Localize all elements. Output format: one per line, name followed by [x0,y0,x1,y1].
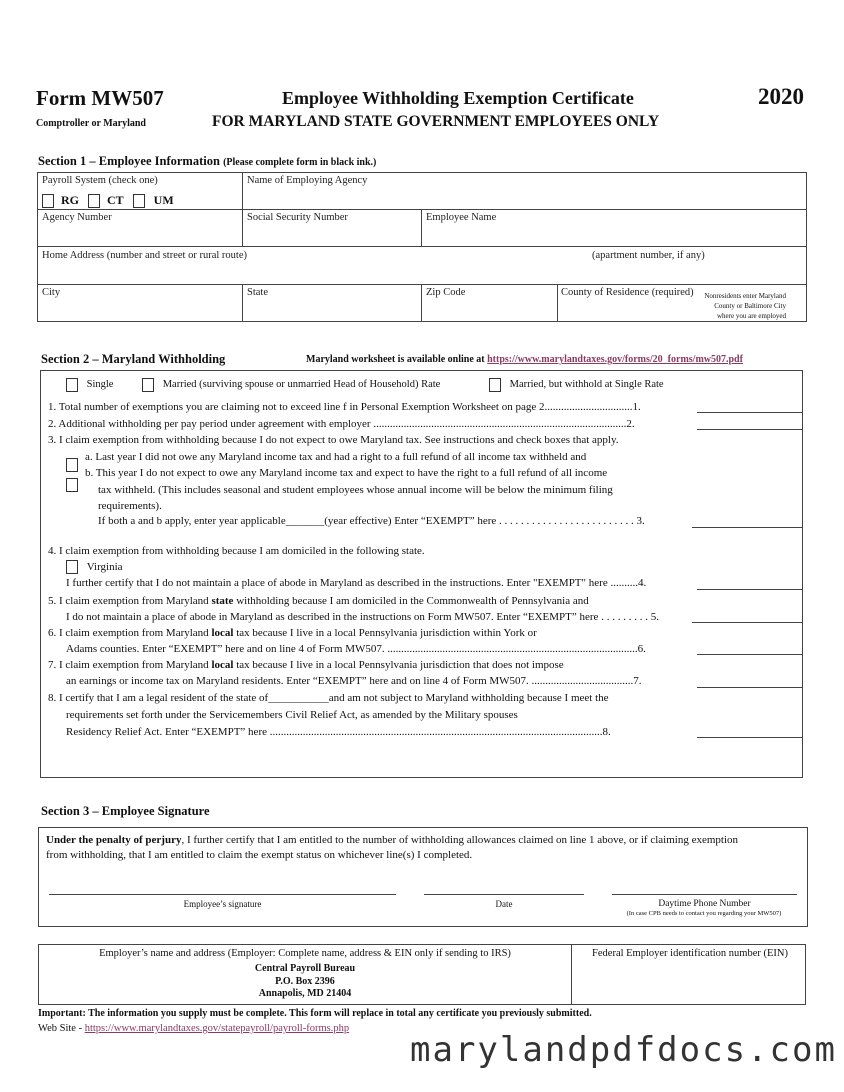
employing-agency-field[interactable] [243,173,806,208]
line6-field[interactable] [697,654,802,655]
employer-label: Employer’s name and address (Employer: Complete name, address & EIN only if sending to IRS) [99,948,511,959]
line6a-pre: 6. I claim exemption from Maryland [48,627,212,639]
ein-field[interactable] [573,962,805,1004]
issuer: Comptroller or Maryland [36,118,146,129]
line7-field[interactable] [697,687,802,688]
line2-text: 2. Additional withholding per pay period under agreement with employer ............................................................................................2. [48,418,635,430]
employer-name: Central Payroll Bureau [254,963,356,974]
phone-field[interactable] [612,894,797,895]
line2-field[interactable] [697,429,802,430]
filing-status-row [66,378,440,392]
employer-po-box: P.O. Box 2396 [275,975,335,987]
line3a-text: a. Last year I did not owe any Maryland income tax and had a right to a full refund of all income tax withheld and [85,451,587,463]
employee-signature-field[interactable] [49,894,396,895]
county-note-line1: Nonresidents enter Maryland [704,292,786,300]
married-single-checkbox[interactable] [489,378,501,392]
line4-field[interactable] [697,589,802,590]
section3-heading: Section 3 – Employee Signature [41,804,210,818]
perjury-bold: Under the penalty of perjury [46,834,182,846]
line8c-text: Residency Relief Act. Enter “EXEMPT” here .........................................................................................................................8. [66,726,611,738]
virginia-label: Virginia [86,560,123,573]
line3e-text: If both a and b apply, enter year applicable_______(year effective) Enter “EXEMPT” here . . . . . . . . . . . . . . . . . . . . . . . . . 3. [98,515,645,527]
perjury-statement [46,833,801,863]
payroll-system-label: Payroll System (check one) [42,175,158,186]
county-note-line2: County or Baltimore City [714,302,786,310]
employer-address [40,963,570,1001]
section1-note: (Please complete form in black ink.) [223,157,377,168]
line6a-post: tax because I live in a local Pennsylvania jurisdiction within York or [233,627,537,639]
married-single-rate [489,378,664,392]
ssn-label: Social Security Number [247,212,348,223]
perjury-line1 [46,833,801,848]
home-address-label: Home Address (number and street or rural route) [42,250,247,261]
payroll-rg-label: RG [61,193,79,207]
line5a-pre: 5. I claim exemption from Maryland [48,595,212,607]
employee-name-label: Employee Name [426,212,497,223]
payroll-options [42,193,180,208]
worksheet-link[interactable]: https://www.marylandtaxes.gov/forms/20_forms/mw507.pdf [487,354,743,365]
single-checkbox[interactable] [66,378,78,392]
payroll-ct-label: CT [107,193,124,207]
line7a-pre: 7. I claim exemption from Maryland [48,659,212,671]
line8b-text: requirements set forth under the Servicemembers Civil Relief Act, as amended by the Military spouses [66,709,518,721]
line6a-bold: local [211,627,234,639]
line3b-text: b. This year I do not expect to owe any Maryland income tax and expect to have the right to a full refund of all income [85,467,608,479]
watermark: marylandpdfdocs.com [410,1030,837,1070]
zip-label: Zip Code [426,287,466,298]
agency-number-field[interactable] [38,210,241,245]
zip-field[interactable] [422,285,556,321]
website-label: Web Site - [38,1023,85,1034]
date-label: Date [495,899,513,909]
apartment-label: (apartment number, if any) [592,250,705,261]
line8-field[interactable] [697,737,802,738]
section1-title: Section 1 – Employee Information [38,154,220,168]
employer-city: Annapolis, MD 21404 [258,988,352,999]
line6a-text [48,627,537,639]
state-field[interactable] [243,285,420,321]
line4-text: 4. I claim exemption from withholding because I am domiciled in the following state. [48,545,425,557]
payroll-um-label: UM [153,193,174,207]
worksheet-note [306,354,743,365]
county-label: County of Residence (required) [561,287,694,298]
county-note-line3: where you are employed [717,312,786,320]
line3b-checkbox[interactable] [66,478,78,492]
line6b-text: Adams counties. Enter “EXEMPT” here and on line 4 of Form MW507. ...........................................................................................6. [66,643,646,655]
line1-field[interactable] [697,412,802,413]
line3a-checkbox[interactable] [66,458,78,472]
line3-field[interactable] [692,527,802,528]
phone-label: Daytime Phone Number [658,899,751,909]
line7b-text: an earnings or income tax on Maryland residents. Enter “EXEMPT” here and on line 4 of Form MW507. .....................................7. [66,675,642,687]
line5a-post: withholding because I am domiciled in the Commonwealth of Pennsylvania and [233,595,589,607]
city-field[interactable] [38,285,241,321]
employing-agency-label: Name of Employing Agency [247,175,368,186]
ssn-field[interactable] [243,210,420,245]
worksheet-text: Maryland worksheet is available online at [306,354,485,365]
city-label: City [42,287,61,298]
line7a-text [48,659,564,671]
home-address-field[interactable] [38,247,806,283]
line5a-bold: state [211,595,234,607]
married-checkbox[interactable] [142,378,154,392]
line5-field[interactable] [692,622,802,623]
section1-heading [38,154,376,169]
line5a-text [48,595,589,607]
married-single-label: Married, but withhold at Single Rate [509,379,664,391]
virginia-checkbox[interactable] [66,560,78,574]
date-field[interactable] [424,894,584,895]
married-label: Married (surviving spouse or unmarried Head of Household) Rate [162,379,441,391]
line8a-text: 8. I certify that I am a legal resident of the state of___________and am not subject to Maryland withholding because I meet the [48,692,609,704]
website-link[interactable]: https://www.marylandtaxes.gov/statepayroll/payroll-forms.php [84,1023,350,1034]
county-note [700,291,786,321]
line4b-text: I further certify that I do not maintain a place of abode in Maryland as described in the instructions. Enter "EXEMPT" here ..........4. [66,577,647,589]
single-label: Single [86,379,114,391]
line7a-post: tax because I live in a local Pennsylvania jurisdiction that does not impose [233,659,564,671]
line5b-text: I do not maintain a place of abode in Maryland as described in the instructions on Form MW507. Enter “EXEMPT” here . . . . . . . . . 5. [66,611,659,623]
line3c-text: tax withheld. (This includes seasonal and student employees whose annual income will be below the minimum filing [98,484,613,496]
phone-note: (In case CPB needs to contact you regarding your MW507) [626,910,782,917]
ein-label: Federal Employer identification number (EIN) [592,948,788,959]
section2-heading: Section 2 – Maryland Withholding [41,352,226,366]
payroll-um-checkbox[interactable] [133,194,145,208]
line3d-text: requirements). [98,500,162,512]
employee-signature-label: Employee’s signature [183,899,262,909]
form-number: Form MW507 [36,86,164,110]
line1-text: 1. Total number of exemptions you are claiming not to exceed line f in Personal Exemption Worksheet on page 2................................1. [48,401,641,413]
line7a-bold: local [211,659,234,671]
perjury-line2: from withholding, that I am entitled to claim the exempt status on whichever line(s) I completed. [46,849,473,861]
payroll-rg-checkbox[interactable] [42,194,54,208]
important-note: Important: The information you supply must be complete. This form will replace in total any certificate you previously submitted. [38,1008,592,1019]
state-label: State [247,287,268,298]
virginia-option [66,560,123,574]
perjury-text: , I further certify that I am entitled to the number of withholding allowances claimed on line 1 above, or if claiming exemption [181,834,739,846]
form-year: 2020 [758,84,804,109]
form-subtitle: FOR MARYLAND STATE GOVERNMENT EMPLOYEES ONLY [212,113,660,130]
employee-name-field[interactable] [422,210,806,245]
website-line [38,1023,349,1034]
agency-number-label: Agency Number [42,212,112,223]
form-title: Employee Withholding Exemption Certificate [282,88,634,108]
payroll-ct-checkbox[interactable] [88,194,100,208]
line3-text: 3. I claim exemption from withholding because I do not expect to owe Maryland tax. See instructions and check boxes that apply. [48,434,619,446]
